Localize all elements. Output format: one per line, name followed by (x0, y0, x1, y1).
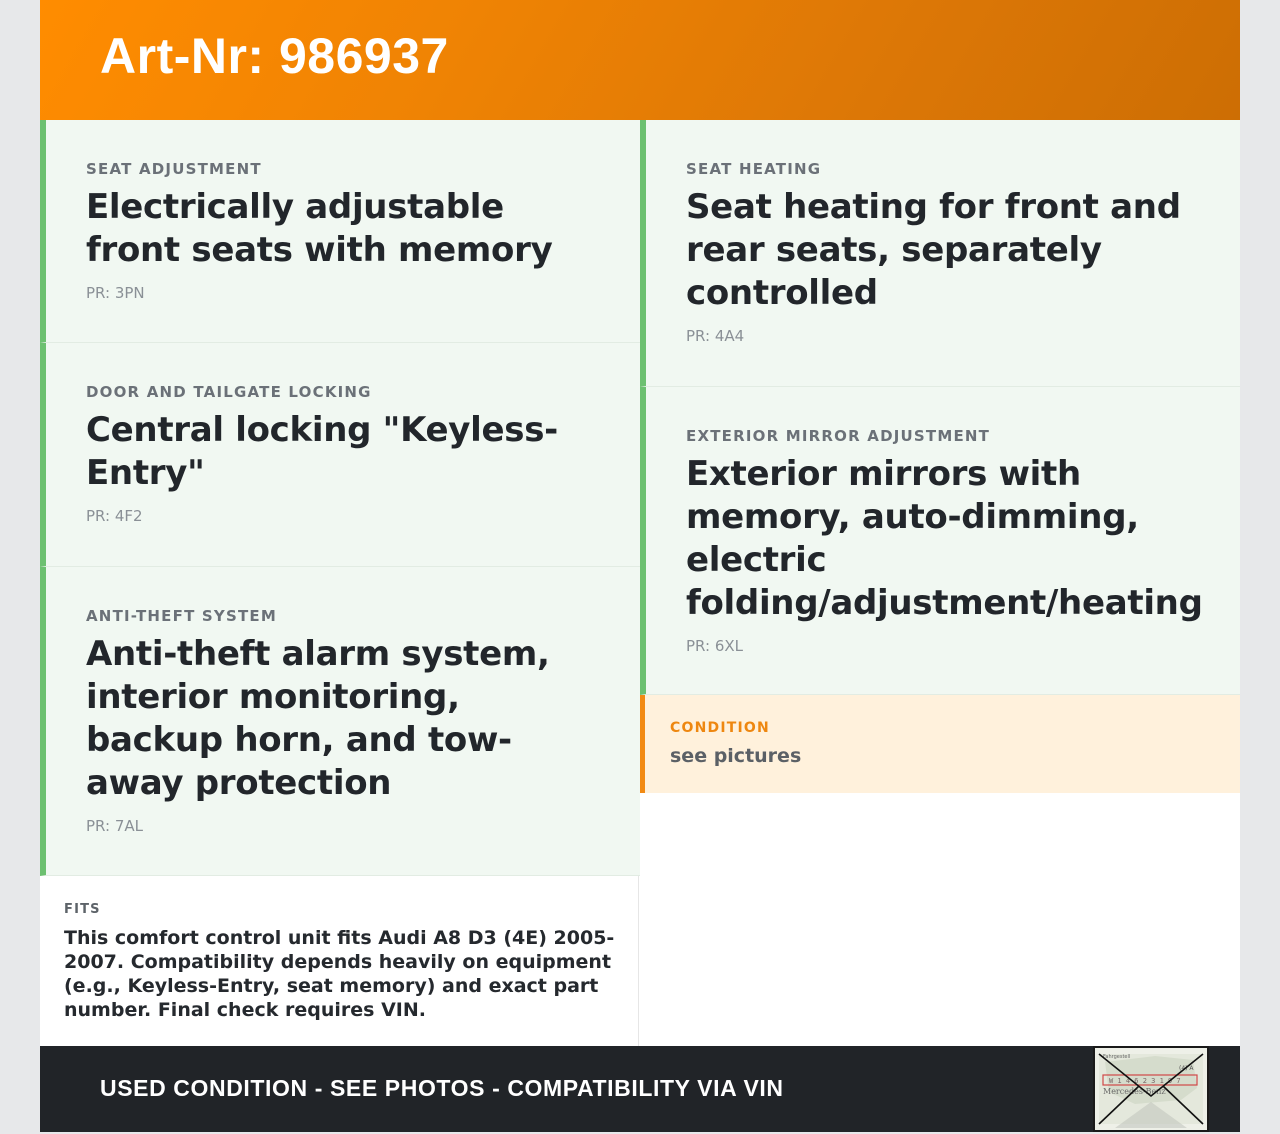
feature-label: ANTI-THEFT SYSTEM (86, 607, 278, 625)
feature-card-seat-heating (640, 120, 1240, 387)
feature-card-seat-adjustment (40, 120, 640, 343)
footer-text: USED CONDITION - SEE PHOTOS - COMPATIBILITY VIA VIN (100, 1075, 784, 1101)
condition-label: CONDITION (670, 720, 770, 736)
pr-code: PR: 4A4 (686, 327, 745, 345)
pr-code: PR: 7AL (86, 817, 143, 835)
svg-text:W 1 4 6 2 3 1 9 7: W 1 4 6 2 3 1 9 7 (1109, 1077, 1181, 1085)
svg-text:Fahrgestell: Fahrgestell (1103, 1054, 1131, 1060)
condition-value: see pictures (670, 745, 802, 767)
feature-title: Exterior mirrors with memory, auto-dimming, electric folding/adjustment/heating (686, 454, 1203, 623)
condition-box (640, 695, 1240, 793)
feature-title: Seat heating for front and rear seats, separately controlled (686, 187, 1181, 313)
feature-label: EXTERIOR MIRROR ADJUSTMENT (686, 427, 991, 445)
feature-title: Anti-theft alarm system, interior monitoring, backup horn, and tow-away protection (86, 634, 550, 803)
feature-card-door-locking (40, 343, 640, 567)
article-number-title: Art-Nr: 986937 (100, 28, 449, 84)
feature-card-anti-theft (40, 567, 640, 876)
fits-description: This comfort control unit fits Audi A8 D3 (4E) 2005-2007. Compatibility depends heavily on equipment (e.g., Keyless-Entry, seat memory) and exact part number. Final check requires VIN. (64, 927, 615, 1021)
feature-title: Electrically adjustable front seats with memory (86, 187, 553, 270)
feature-label: SEAT ADJUSTMENT (86, 160, 262, 178)
feature-card-exterior-mirror (640, 387, 1240, 695)
pr-code: PR: 4F2 (86, 507, 143, 525)
footer-bar (40, 1046, 1240, 1132)
pr-code: PR: 3PN (86, 284, 145, 302)
pr-code: PR: 6XL (686, 637, 744, 655)
envelope-icon (1095, 1048, 1207, 1130)
label-photo-thumbnail[interactable] (1093, 1046, 1209, 1132)
fits-label: FITS (64, 902, 101, 917)
thumbnail-caption: Mercedes-Benz (1103, 1087, 1166, 1096)
feature-title: Central locking "Keyless-Entry" (86, 410, 558, 493)
product-sheet (40, 0, 1240, 1132)
header-banner (40, 0, 1240, 120)
fits-box (40, 876, 639, 1046)
feature-label: SEAT HEATING (686, 160, 822, 178)
feature-label: DOOR AND TAILGATE LOCKING (86, 383, 372, 401)
svg-text:(4) A: (4) A (1179, 1065, 1194, 1072)
